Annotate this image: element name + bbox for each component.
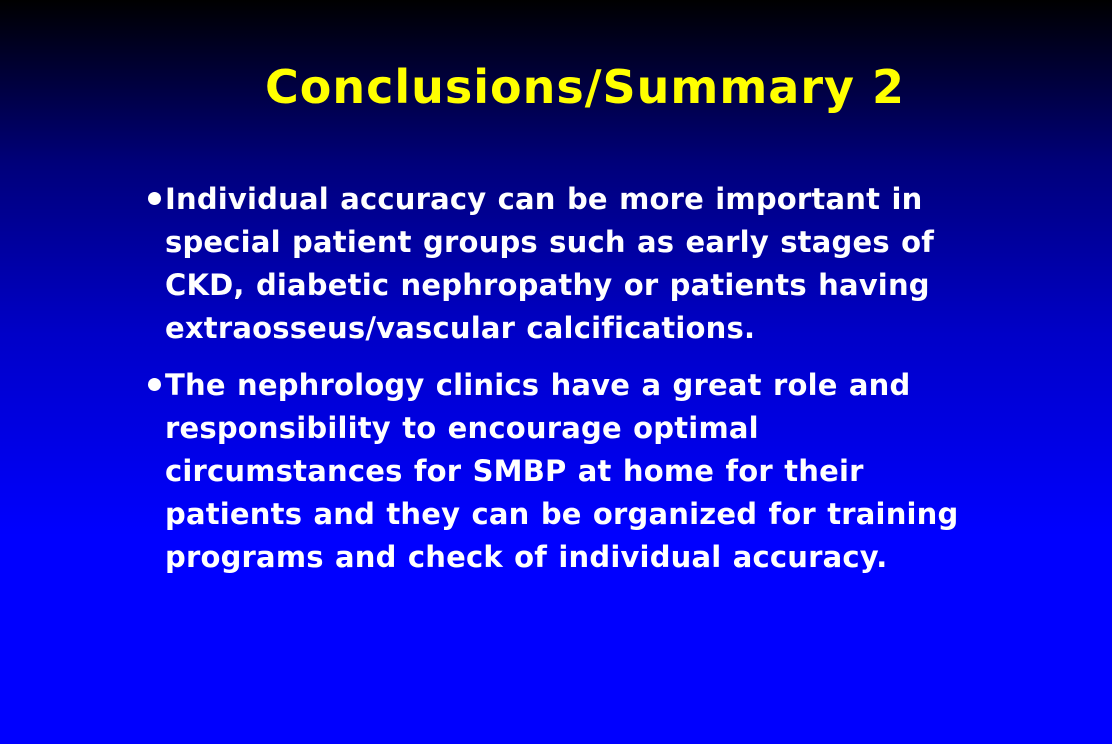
- bullet-list: [145, 178, 1045, 593]
- bullet-dot-icon: [148, 192, 161, 205]
- bullet-dot-icon: [148, 378, 161, 391]
- bullet-line: programs and check of individual accuracy.: [165, 540, 888, 574]
- bullet-line: CKD, diabetic nephropathy or patients having: [165, 268, 930, 302]
- bullet-item: [145, 178, 1045, 350]
- bullet-line: The nephrology clinics have a great role and: [165, 368, 911, 402]
- bullet-line: circumstances for SMBP at home for their: [165, 454, 864, 488]
- bullet-line: Individual accuracy can be more important in: [165, 182, 923, 216]
- bullet-line: special patient groups such as early stages of: [165, 225, 935, 259]
- bullet-line: extraosseus/vascular calcifications.: [165, 311, 756, 345]
- bullet-line: responsibility to encourage optimal: [165, 411, 759, 445]
- bullet-item: [145, 364, 1045, 579]
- bullet-line: patients and they can be organized for training: [165, 497, 959, 531]
- slide-title: Conclusions/Summary 2: [264, 60, 906, 114]
